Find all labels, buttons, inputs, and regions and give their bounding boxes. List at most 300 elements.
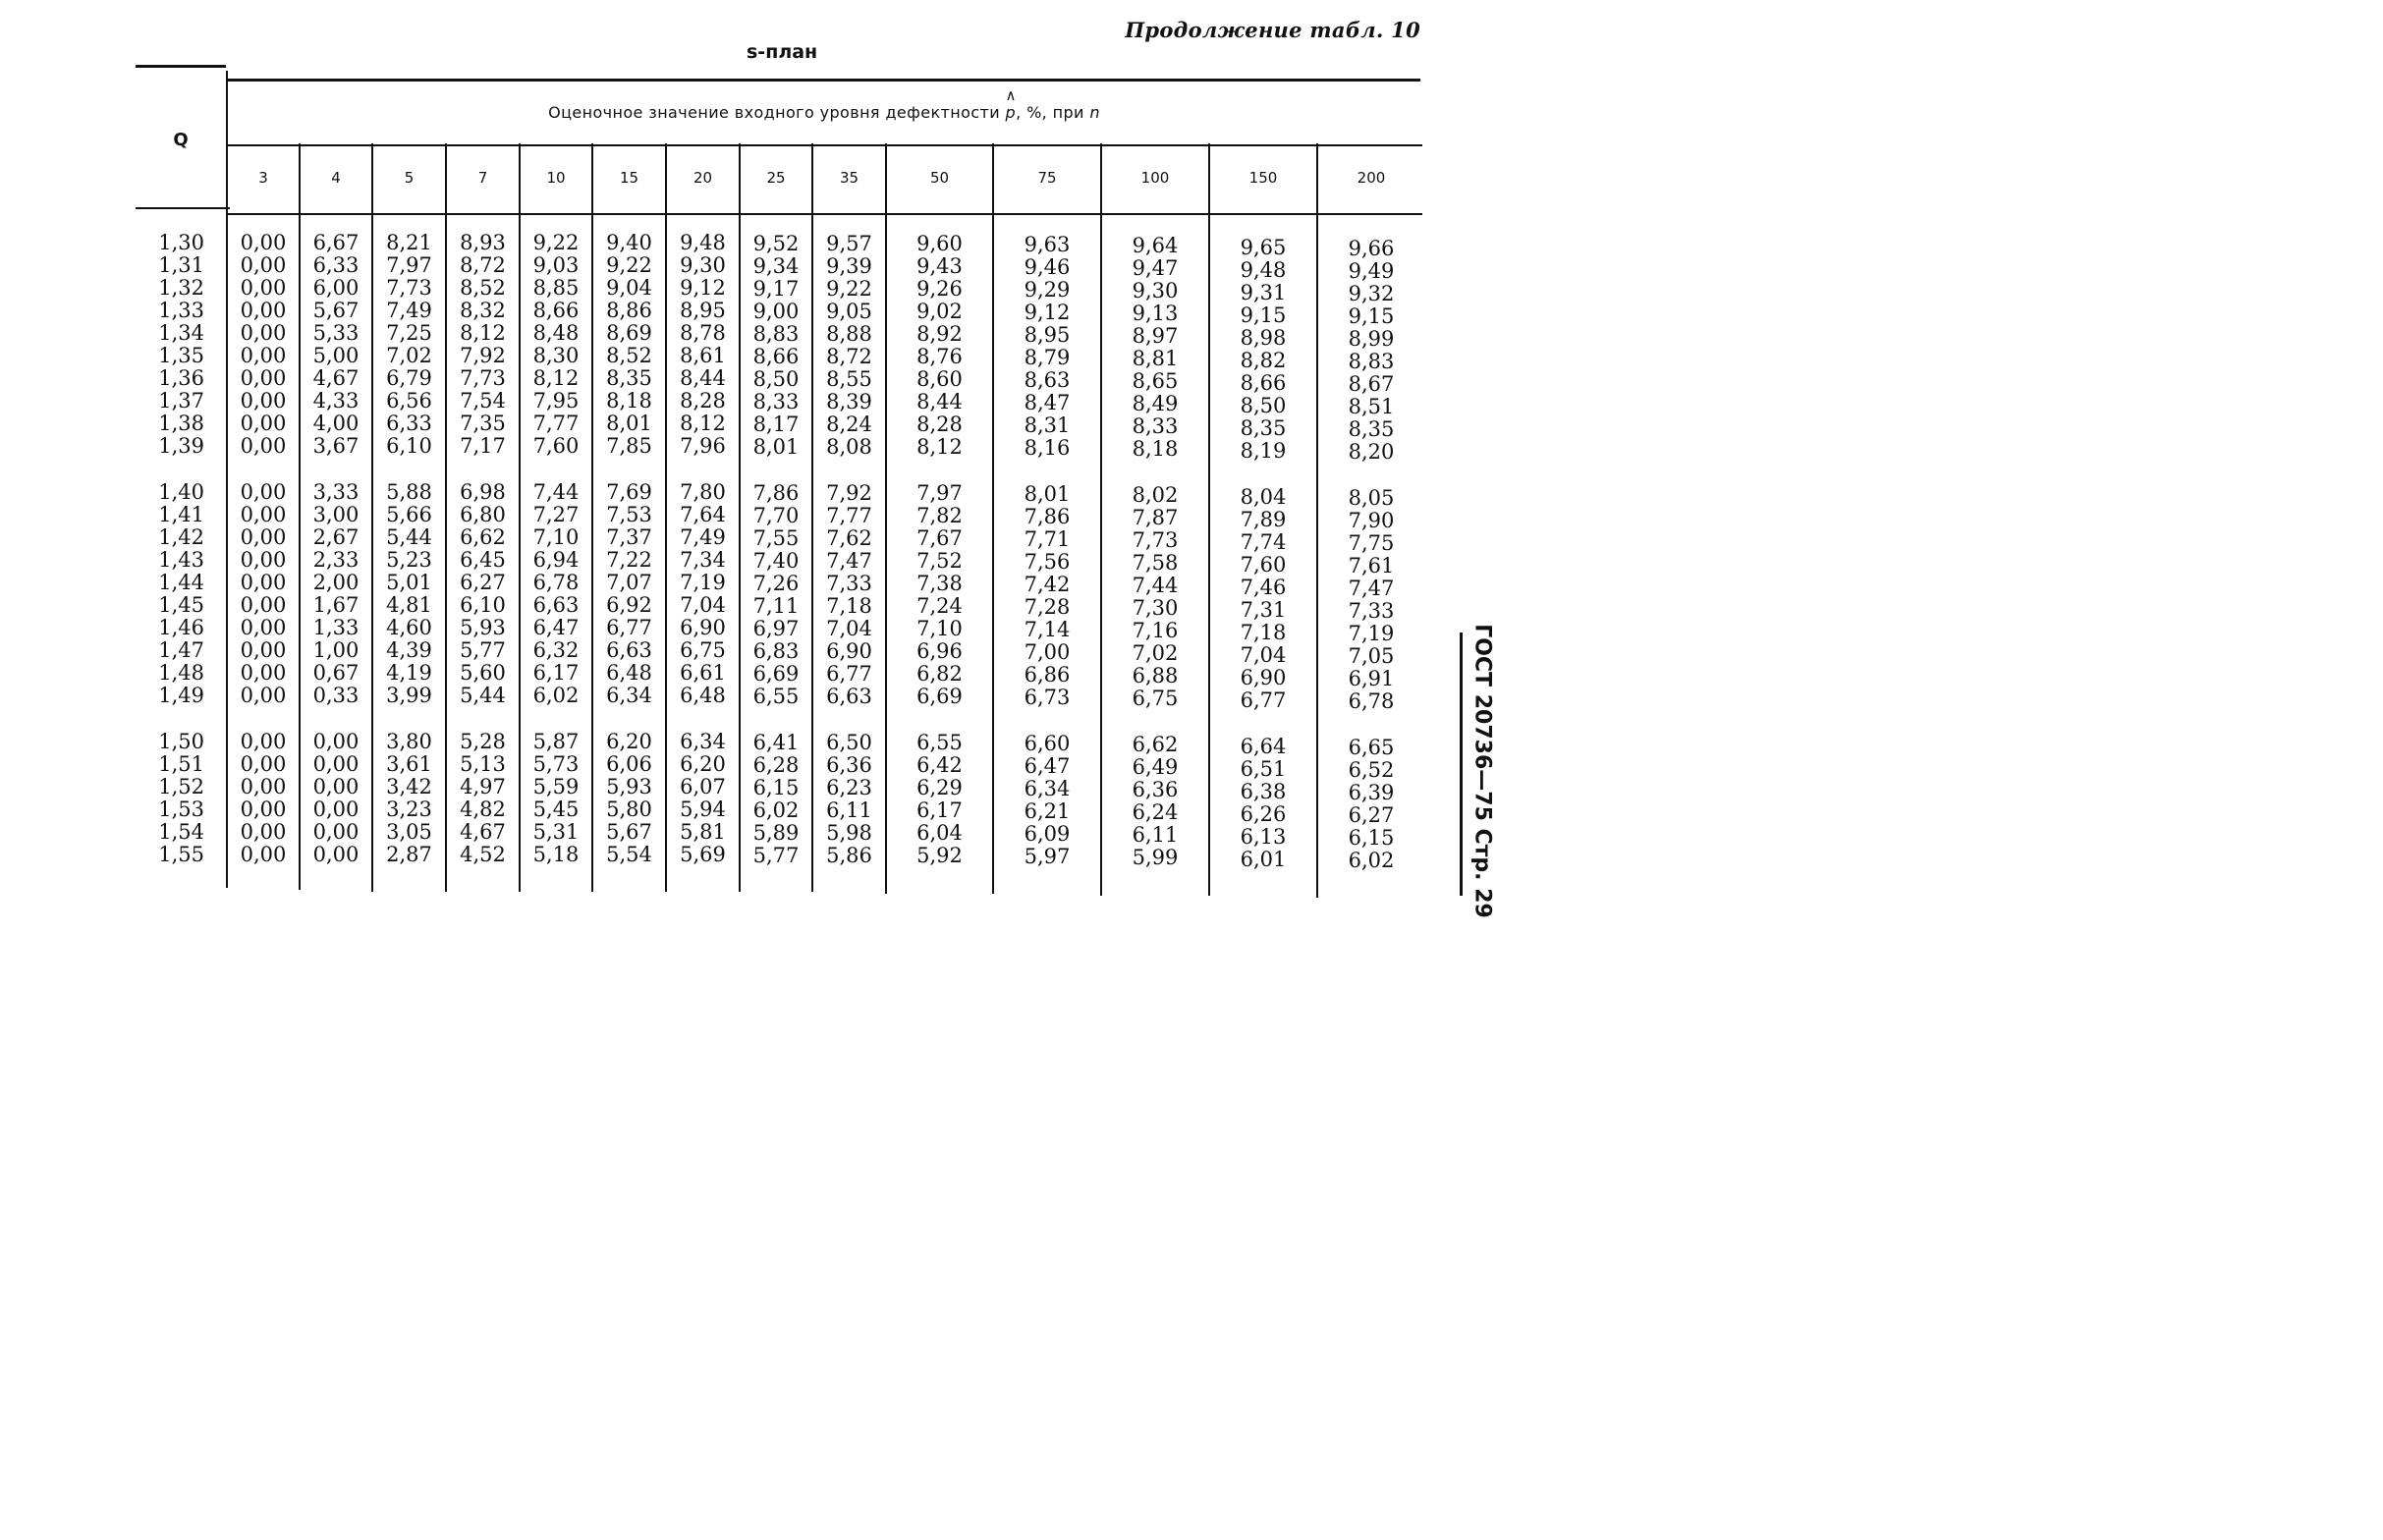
table-cell: 8,12: [460, 321, 506, 345]
table-cell: 9,40: [606, 231, 652, 254]
table-cell: 8,01: [752, 435, 800, 459]
q-value: 1,33: [158, 299, 204, 322]
table-cell: 6,90: [826, 639, 872, 663]
table-cell: 5,99: [1132, 846, 1179, 869]
table-cell: 7,02: [1132, 641, 1179, 665]
table-cell: 4,67: [460, 820, 506, 844]
table-cell: 8,66: [1240, 371, 1287, 395]
table-cell: 9,15: [1240, 303, 1287, 327]
table-cell: 6,82: [916, 662, 963, 686]
q-value: 1,49: [158, 684, 204, 707]
table-cell: 0,00: [240, 321, 287, 345]
table-cell: 9,63: [1024, 233, 1071, 256]
table-cell: 6,10: [460, 593, 506, 617]
table-cell: 6,34: [606, 684, 652, 707]
table-cell: 5,93: [460, 616, 506, 639]
table-cell: 4,60: [386, 616, 432, 639]
side-label: [1454, 624, 1511, 918]
table-cell: 9,12: [680, 276, 726, 300]
table-cell: 0,00: [312, 730, 360, 753]
group-gap: [228, 707, 299, 731]
table-cell: 8,21: [386, 231, 432, 254]
table-cell: 2,33: [312, 548, 360, 572]
table-cell: 0,00: [240, 231, 287, 254]
table-cell: 4,52: [460, 843, 506, 866]
column-header: 3: [258, 169, 268, 187]
table-cell: 7,54: [460, 389, 506, 412]
table-cell: 5,77: [460, 638, 506, 662]
table-cell: 7,60: [1240, 553, 1287, 577]
group-gap: [741, 459, 811, 482]
table-cell: 1,33: [312, 616, 360, 639]
table-cell: 9,17: [752, 277, 800, 301]
table-cell: 5,80: [606, 798, 652, 821]
table-cell: 7,73: [460, 366, 506, 390]
table-cell: 7,87: [1132, 506, 1179, 529]
values-column: [301, 232, 371, 866]
q-value: 1,47: [158, 638, 204, 662]
table-cell: 8,39: [826, 390, 872, 413]
table-cell: 8,60: [916, 367, 963, 391]
table-cell: 5,94: [680, 798, 726, 821]
table-cell: 8,31: [1024, 413, 1071, 437]
table-cell: 8,18: [606, 389, 652, 412]
table-cell: 5,77: [752, 844, 800, 867]
column-header: 20: [693, 169, 713, 187]
table-cell: 7,71: [1024, 527, 1071, 551]
table-cell: 0,00: [240, 434, 287, 458]
table-cell: 5,89: [752, 821, 800, 845]
q-value: 1,48: [158, 661, 204, 685]
table-cell: 7,42: [1024, 573, 1071, 596]
table-cell: 6,02: [752, 798, 800, 822]
table-cell: 7,28: [1024, 595, 1071, 619]
table-cell: 6,02: [532, 684, 580, 707]
table-cell: 8,44: [680, 366, 726, 390]
table-cell: 8,72: [460, 253, 506, 277]
table-cell: 8,49: [1132, 392, 1179, 415]
table-cell: 6,69: [916, 685, 963, 708]
table-cell: 6,36: [1132, 778, 1179, 801]
q-value: 1,31: [158, 253, 204, 277]
table-cell: 6,29: [916, 776, 963, 799]
values-column: [593, 232, 665, 866]
table-cell: 7,97: [916, 481, 963, 505]
table-cell: 7,67: [916, 526, 963, 550]
table-cell: 7,90: [1348, 509, 1395, 532]
table-cell: 7,14: [1024, 618, 1071, 641]
column-header: 4: [331, 169, 341, 187]
table-cell: 0,00: [240, 843, 287, 866]
table-cell: 6,63: [826, 685, 872, 708]
table-cell: 6,61: [680, 661, 726, 685]
group-gap: [1318, 464, 1424, 487]
table-cell: 8,88: [826, 322, 872, 346]
table-cell: 5,73: [532, 752, 580, 776]
table-cell: 6,27: [1348, 803, 1395, 827]
group-gap: [741, 708, 811, 732]
table-cell: 8,12: [916, 435, 963, 459]
table-cell: 8,52: [460, 276, 506, 300]
group-gap: [1102, 461, 1208, 484]
table-cell: 8,51: [1348, 395, 1395, 418]
table-cell: 0,00: [240, 798, 287, 821]
table-cell: 7,86: [1024, 505, 1071, 528]
group-gap: [301, 707, 371, 731]
table-cell: 0,67: [312, 661, 360, 685]
table-cell: 9,48: [1240, 258, 1287, 282]
table-cell: 6,62: [1132, 733, 1179, 756]
table-cell: 9,03: [532, 253, 580, 277]
group-gap: [521, 707, 591, 731]
q-value: 1,35: [158, 344, 204, 367]
table-cell: 4,39: [386, 638, 432, 662]
table-cell: 6,20: [606, 730, 652, 753]
table-cell: 4,67: [312, 366, 360, 390]
table-cell: 6,27: [460, 571, 506, 594]
table-cell: 6,86: [1024, 663, 1071, 687]
table-cell: 0,00: [312, 775, 360, 798]
table-cell: 2,67: [312, 525, 360, 549]
table-cell: 7,46: [1240, 576, 1287, 599]
table-cell: 9,04: [606, 276, 652, 300]
table-cell: 8,17: [752, 412, 800, 436]
table-cell: 5,44: [460, 684, 506, 707]
table-cell: 7,27: [532, 503, 580, 526]
table-cell: 8,35: [606, 366, 652, 390]
table-cell: 4,33: [312, 389, 360, 412]
table-cell: 7,55: [752, 526, 800, 550]
group-gap: [667, 707, 739, 731]
column-header: 100: [1140, 169, 1170, 187]
table-cell: 8,72: [826, 345, 872, 368]
table-cell: 4,19: [386, 661, 432, 685]
table-cell: 5,54: [606, 843, 652, 866]
table-cell: 9,39: [826, 254, 872, 278]
table-cell: 7,53: [606, 503, 652, 526]
table-cell: 6,80: [460, 503, 506, 526]
group-gap: [136, 707, 204, 731]
table-cell: 6,26: [1240, 802, 1287, 826]
table-cell: 6,55: [752, 685, 800, 708]
table-cell: 0,00: [240, 820, 287, 844]
table-cell: 5,60: [460, 661, 506, 685]
table-cell: 8,98: [1240, 326, 1287, 350]
values-column: [447, 232, 519, 866]
table-cell: 8,19: [1240, 439, 1287, 463]
table-cell: 8,66: [532, 299, 580, 322]
table-cell: 5,98: [826, 821, 872, 845]
table-cell: 5,69: [680, 843, 726, 866]
table-cell: 6,88: [1132, 664, 1179, 688]
table-cell: 8,04: [1240, 485, 1287, 509]
table-cell: 9,57: [826, 232, 872, 255]
table-cell: 8,20: [1348, 440, 1395, 464]
table-cell: 7,92: [460, 344, 506, 367]
table-cell: 9,22: [606, 253, 652, 277]
table-cell: 8,76: [916, 345, 963, 368]
values-column: [228, 232, 299, 866]
group-gap: [813, 708, 885, 732]
table-cell: 6,23: [826, 776, 872, 799]
table-cell: 3,23: [386, 798, 432, 821]
table-cell: 7,75: [1348, 531, 1395, 555]
group-gap: [1210, 712, 1316, 736]
group-gap: [994, 709, 1100, 733]
table-cell: 5,28: [460, 730, 506, 753]
span-header-text: Оценочное значение входного уровня дефектности: [548, 103, 1001, 122]
table-cell: 6,94: [532, 548, 580, 572]
table-cell: 7,04: [680, 593, 726, 617]
table-cell: 7,04: [1240, 643, 1287, 667]
table-cell: 7,34: [680, 548, 726, 572]
table-cell: 6,15: [752, 776, 800, 799]
table-cell: 7,18: [1240, 621, 1287, 644]
table-cell: 6,00: [312, 276, 360, 300]
q-value: 1,44: [158, 571, 204, 594]
table-cell: 7,89: [1240, 508, 1287, 531]
table-cell: 6,51: [1240, 757, 1287, 781]
group-gap: [136, 458, 204, 481]
table-cell: 6,06: [606, 752, 652, 776]
table-cell: 8,30: [532, 344, 580, 367]
table-cell: 3,42: [386, 775, 432, 798]
table-cell: 5,86: [826, 844, 872, 867]
q-value: 1,42: [158, 525, 204, 549]
q-value: 1,40: [158, 480, 204, 504]
table-cell: 7,47: [1348, 577, 1395, 600]
p-hat-symbol: ∧ p: [1006, 103, 1017, 122]
column-header: 25: [766, 169, 786, 187]
table-cell: 5,67: [312, 299, 360, 322]
table-cell: 7,73: [386, 276, 432, 300]
table-cell: 7,85: [606, 434, 652, 458]
table-cell: 6,33: [312, 253, 360, 277]
table-cell: 7,22: [606, 548, 652, 572]
table-cell: 8,16: [1024, 436, 1071, 460]
table-cell: 6,39: [1348, 781, 1395, 804]
table-cell: 3,99: [386, 684, 432, 707]
q-value: 1,36: [158, 366, 204, 390]
table-cell: 6,11: [1132, 823, 1179, 847]
table-cell: 7,37: [606, 525, 652, 549]
q-value: 1,52: [158, 775, 204, 798]
table-cell: 7,10: [916, 617, 963, 640]
table-cell: 6,01: [1240, 848, 1287, 871]
table-cell: 5,31: [532, 820, 580, 844]
q-value: 1,39: [158, 434, 204, 458]
table-cell: 7,74: [1240, 530, 1287, 554]
table-cell: 3,33: [312, 480, 360, 504]
column-header: 75: [1037, 169, 1057, 187]
q-value: 1,46: [158, 616, 204, 639]
table-top-rule-right: [226, 79, 1420, 82]
table-cell: 6,55: [916, 731, 963, 754]
table-cell: 2,87: [386, 843, 432, 866]
q-value: 1,53: [158, 798, 204, 821]
table-cell: 6,62: [460, 525, 506, 549]
table-cell: 7,96: [680, 434, 726, 458]
group-gap: [447, 458, 519, 481]
table-cell: 9,02: [916, 300, 963, 323]
column-header: 150: [1248, 169, 1278, 187]
table-cell: 8,18: [1132, 437, 1179, 461]
table-cell: 0,33: [312, 684, 360, 707]
table-cell: 7,92: [826, 481, 872, 505]
table-cell: 8,48: [532, 321, 580, 345]
table-cell: 0,00: [240, 661, 287, 685]
table-cell: 7,58: [1132, 551, 1179, 575]
span-header-suffix: , %, при: [1016, 103, 1084, 122]
table-cell: 6,21: [1024, 799, 1071, 823]
table-cell: 9,31: [1240, 281, 1287, 304]
table-cell: 0,00: [240, 525, 287, 549]
q-value: 1,30: [158, 231, 204, 254]
q-value: 1,32: [158, 276, 204, 300]
table-cell: 7,00: [1024, 640, 1071, 664]
table-cell: 6,78: [1348, 689, 1395, 713]
table-cell: 0,00: [240, 412, 287, 435]
table-cell: 7,33: [1348, 599, 1395, 623]
values-column: [741, 233, 811, 867]
table-cell: 6,15: [1348, 826, 1395, 850]
table-cell: 7,10: [532, 525, 580, 549]
side-label-text: ГОСТ 20736—75 Стр. 29: [1469, 624, 1495, 918]
table-cell: 7,07: [606, 571, 652, 594]
table-cell: 7,56: [1024, 550, 1071, 574]
table-cell: 6,97: [752, 617, 800, 640]
table-cell: 6,17: [532, 661, 580, 685]
table-cell: 6,64: [1240, 735, 1287, 758]
group-gap: [1318, 713, 1424, 737]
group-gap: [813, 459, 885, 482]
group-gap: [887, 708, 992, 732]
table-cell: 7,11: [752, 594, 800, 618]
table-cell: 9,15: [1348, 304, 1395, 328]
table-cell: 8,28: [916, 412, 963, 436]
table-cell: 8,63: [1024, 368, 1071, 392]
table-cell: 7,61: [1348, 554, 1395, 578]
table-cell: 0,00: [240, 366, 287, 390]
table-cell: 0,00: [312, 820, 360, 844]
table-cell: 5,23: [386, 548, 432, 572]
table-cell: 0,00: [240, 593, 287, 617]
table-cell: 6,41: [752, 731, 800, 754]
table-cell: 8,08: [826, 435, 872, 459]
table-cell: 0,00: [240, 548, 287, 572]
table-cell: 5,44: [386, 525, 432, 549]
group-gap: [887, 459, 992, 482]
table-cell: 6,77: [1240, 688, 1287, 712]
table-cell: 7,95: [532, 389, 580, 412]
q-value: 1,41: [158, 503, 204, 526]
values-column: [667, 232, 739, 866]
table-cell: 6,38: [1240, 780, 1287, 803]
table-cell: 7,97: [386, 253, 432, 277]
table-cell: 8,83: [752, 322, 800, 346]
table-cell: 6,50: [826, 731, 872, 754]
table-cell: 7,31: [1240, 598, 1287, 622]
table-cell: 9,64: [1132, 234, 1179, 257]
table-cell: 8,24: [826, 412, 872, 436]
table-cell: 6,67: [312, 231, 360, 254]
table-cell: 9,49: [1348, 259, 1395, 283]
table-cell: 9,34: [752, 254, 800, 278]
table-cell: 9,46: [1024, 255, 1071, 279]
table-cell: 6,02: [1348, 849, 1395, 872]
table-cell: 9,26: [916, 277, 963, 301]
table-cell: 5,67: [606, 820, 652, 844]
table-cell: 8,92: [916, 322, 963, 346]
table-cell: 8,99: [1348, 327, 1395, 351]
plan-title: s-план: [747, 41, 818, 63]
group-gap: [301, 458, 371, 481]
table-cell: 6,79: [386, 366, 432, 390]
table-cell: 8,83: [1348, 350, 1395, 373]
group-gap: [667, 458, 739, 481]
table-cell: 9,05: [826, 300, 872, 323]
table-cell: 5,00: [312, 344, 360, 367]
table-cell: 3,00: [312, 503, 360, 526]
table-cell: 5,88: [386, 480, 432, 504]
table-cell: 8,02: [1132, 483, 1179, 507]
group-gap: [593, 458, 665, 481]
table-cell: 7,69: [606, 480, 652, 504]
table-cell: 6,69: [752, 662, 800, 686]
table-cell: 6,13: [1240, 825, 1287, 849]
group-gap: [373, 707, 445, 731]
group-gap: [1102, 710, 1208, 734]
table-cell: 9,00: [752, 300, 800, 323]
table-cell: 6,04: [916, 821, 963, 845]
table-cell: 0,00: [240, 344, 287, 367]
column-header: 7: [477, 169, 488, 187]
table-cell: 6,47: [1024, 754, 1071, 778]
table-cell: 6,65: [1348, 736, 1395, 759]
q-value: 1,45: [158, 593, 204, 617]
table-cell: 7,17: [460, 434, 506, 458]
table-cell: 5,01: [386, 571, 432, 594]
q-value: 1,38: [158, 412, 204, 435]
column-header: 5: [404, 169, 415, 187]
values-column: [1102, 235, 1208, 869]
table-cell: 8,32: [460, 299, 506, 322]
table-cell: 5,18: [532, 843, 580, 866]
q-value: 1,50: [158, 730, 204, 753]
table-cell: 0,00: [240, 684, 287, 707]
table-cell: 0,00: [240, 638, 287, 662]
values-column: [887, 233, 992, 867]
table-cell: 8,67: [1348, 372, 1395, 396]
table-cell: 7,16: [1132, 619, 1179, 642]
table-cell: 0,00: [240, 389, 287, 412]
table-cell: 9,66: [1348, 237, 1395, 260]
table-cell: 0,00: [312, 843, 360, 866]
table-cell: 9,22: [532, 231, 580, 254]
column-header: 10: [546, 169, 566, 187]
table-cell: 6,48: [606, 661, 652, 685]
table-cell: 8,12: [680, 412, 726, 435]
table-cell: 8,65: [1132, 369, 1179, 393]
table-cell: 0,00: [240, 616, 287, 639]
table-cell: 6,63: [532, 593, 580, 617]
table-cell: 8,97: [1132, 324, 1179, 348]
table-cell: 4,81: [386, 593, 432, 617]
table-cell: 4,82: [460, 798, 506, 821]
table-cell: 7,26: [752, 572, 800, 595]
table-cell: 6,60: [1024, 732, 1071, 755]
table-cell: 8,86: [606, 299, 652, 322]
